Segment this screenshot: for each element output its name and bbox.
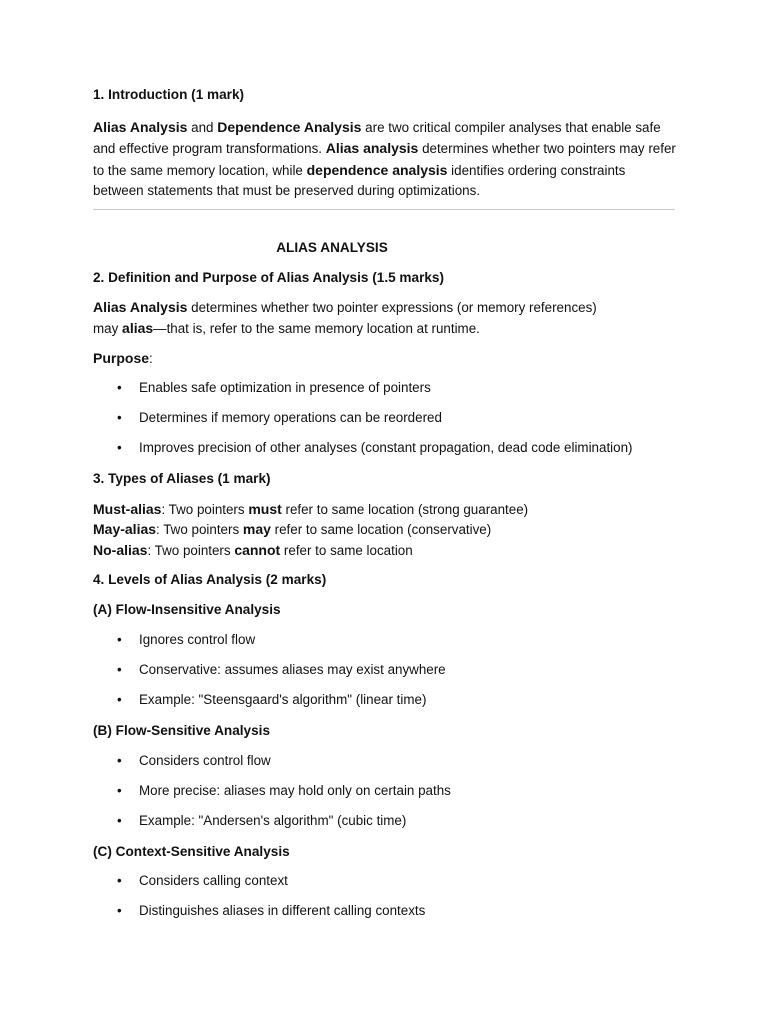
intro-paragraph: Alias Analysis and Dependence Analysis are two critical compiler analyses that enable safe and effective program transformations. Alias analysis determines whether two pointers may refer to the same memory location, while dependence analysis identifies ordering constraints between statements that must be preserved during optimizations. [93,119,676,199]
subheading-context-sensitive: (C) Context-Sensitive Analysis [93,844,290,859]
section-heading-definition: 2. Definition and Purpose of Alias Analysis (1.5 marks) [93,270,445,285]
subheading-flow-insensitive: (A) Flow-Insensitive Analysis [93,602,281,617]
section-title: ALIAS ANALYSIS [276,240,388,255]
list-item: • Conservative: assumes aliases may exist anywhere [117,662,446,677]
bullet-icon: • [117,873,122,888]
type-must-alias: Must-alias: Two pointers must refer to same location (strong guarantee) [93,501,529,517]
list-item: • Example: "Andersen's algorithm" (cubic time) [117,813,407,828]
bullet-icon: • [117,692,122,707]
horizontal-divider [93,209,675,210]
term-dependence-analysis: Dependence Analysis [217,119,362,135]
list-item: • Considers calling context [117,873,288,888]
bullet-icon: • [117,662,122,677]
purpose-label: Purpose: [93,350,153,366]
subheading-flow-sensitive: (B) Flow-Sensitive Analysis [93,723,271,738]
bullet-icon: • [117,753,122,768]
bullet-icon: • [117,903,122,918]
bullet-icon: • [117,440,122,455]
term-alias-analysis-2: Alias analysis [325,140,419,157]
bullet-icon: • [117,410,122,425]
list-item: • Enables safe optimization in presence of pointers [117,380,431,395]
bullet-icon: • [117,783,122,798]
list-item: • Determines if memory operations can be reordered [117,410,442,425]
section-heading-introduction: 1. Introduction (1 mark) [93,87,245,102]
definition-line-2: may alias—that is, refer to the same memory location at runtime. [93,320,480,336]
section-heading-types: 3. Types of Aliases (1 mark) [93,471,271,486]
type-no-alias: No-alias: Two pointers cannot refer to same location [93,542,413,558]
bullet-icon: • [117,632,122,647]
bullet-icon: • [117,813,122,828]
list-item: • Ignores control flow [117,632,256,647]
bullet-icon: • [117,380,122,395]
term-alias-analysis: Alias Analysis [93,119,188,135]
definition-line-1: Alias Analysis determines whether two pointer expressions (or memory references) [93,299,597,315]
list-item: • Distinguishes aliases in different calling contexts [117,903,426,918]
list-item: • Considers control flow [117,753,271,768]
list-item: • More precise: aliases may hold only on certain paths [117,783,451,798]
type-may-alias: May-alias: Two pointers may refer to same location (conservative) [93,521,492,537]
term-dependence-analysis-2: dependence analysis [306,161,448,178]
list-item: • Improves precision of other analyses (constant propagation, dead code elimination) [117,440,633,455]
list-item: • Example: "Steensgaard's algorithm" (linear time) [117,692,427,707]
section-heading-levels: 4. Levels of Alias Analysis (2 marks) [93,572,327,587]
